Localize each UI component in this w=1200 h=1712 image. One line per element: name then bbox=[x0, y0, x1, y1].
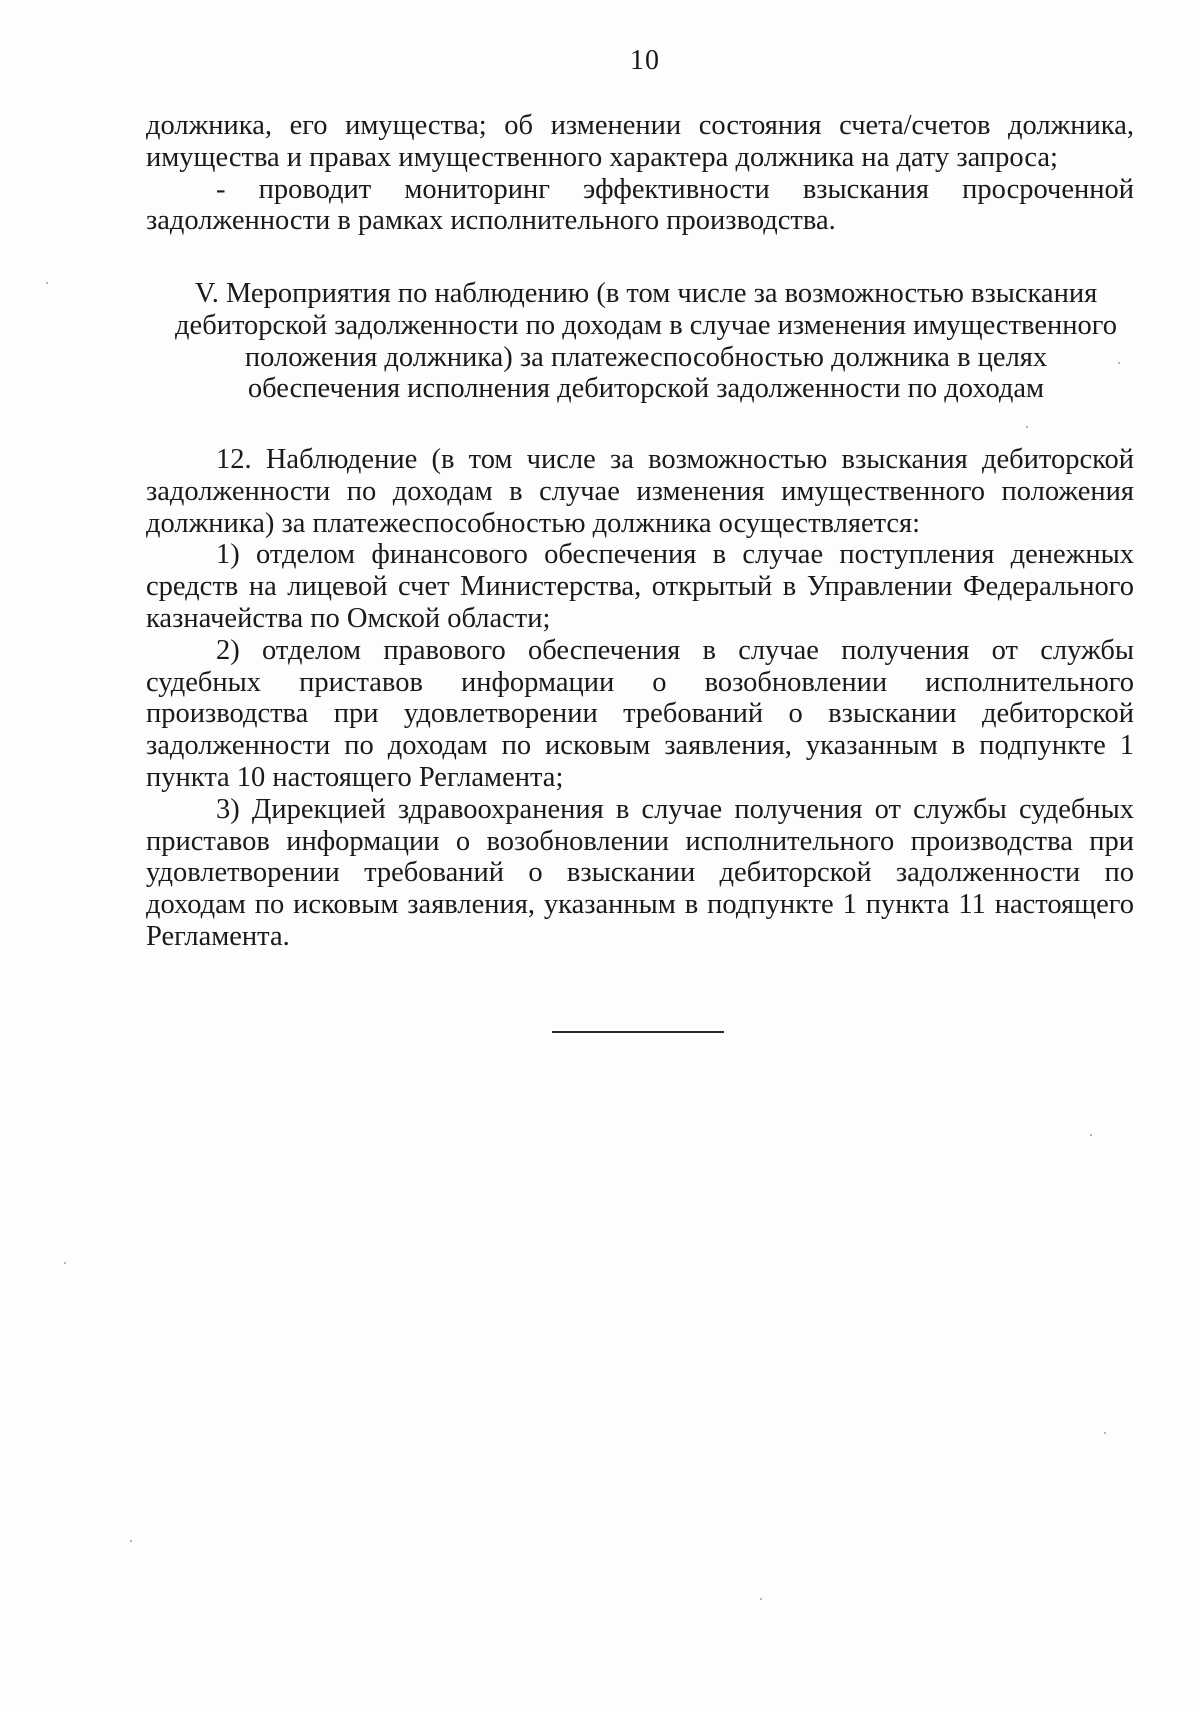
section-heading-line: V. Мероприятия по наблюдению (в том числе за возможностью взыскания bbox=[194, 278, 1098, 309]
list-item-3: 3) Дирекцией здравоохранения в случае получения от службы судебных приставов информации о возобновлении исполнительного производства при удовлетворении требований о взыскании дебиторской задолженности по доходам по исковым заявления, указанным в подпункте 1 пункта 11 настоящего Регламента. bbox=[146, 793, 1134, 952]
list-item-2: 2) отделом правового обеспечения в случае получения от службы судебных приставов информации о возобновлении исполнительного производства при удовлетворении требований о взыскании дебиторской задолженности по доходам по исковым заявления, указанным в подпункте 1 пункта 10 настоящего Регламента; bbox=[146, 634, 1134, 793]
section-heading-line: дебиторской задолженности по доходам в случае изменения имущественного bbox=[175, 309, 1117, 341]
section-heading-line: обеспечения исполнения дебиторской задолженности по доходам bbox=[247, 373, 1045, 405]
monitoring-paragraph: - проводит мониторинг эффективности взыскания просроченной задолженности в рамках исполнительного производства. bbox=[146, 173, 1134, 237]
section-heading bbox=[146, 278, 1146, 405]
continuation-paragraph: должника, его имущества; об изменении состояния счета/счетов должника, имущества и правах имущественного характера должника на дату запроса; bbox=[146, 110, 1134, 173]
end-of-text-rule bbox=[552, 1031, 724, 1033]
scan-speck bbox=[130, 1540, 132, 1542]
scan-speck bbox=[1026, 426, 1028, 428]
page-number: 10 bbox=[630, 45, 660, 76]
scan-speck bbox=[1090, 1134, 1092, 1136]
section-body bbox=[146, 444, 1134, 953]
scan-speck bbox=[760, 1598, 762, 1600]
scan-speck bbox=[1118, 362, 1120, 364]
continuation-block bbox=[146, 110, 1134, 237]
list-item-1: 1) отделом финансового обеспечения в случае поступления денежных средств на лицевой счет Министерства, открытый в Управлении Федерального казначейства по Омской области; bbox=[146, 539, 1134, 634]
paragraph-12: 12. Наблюдение (в том числе за возможностью взыскания дебиторской задолженности по доходам в случае изменения имущественного положения должника) за платежеспособностью должника осуществляется: bbox=[146, 444, 1134, 539]
scan-speck bbox=[46, 282, 48, 284]
scan-speck bbox=[1104, 1432, 1106, 1434]
scan-speck bbox=[64, 1262, 66, 1264]
section-heading-line: положения должника) за платежеспособностью должника в целях bbox=[244, 341, 1048, 373]
